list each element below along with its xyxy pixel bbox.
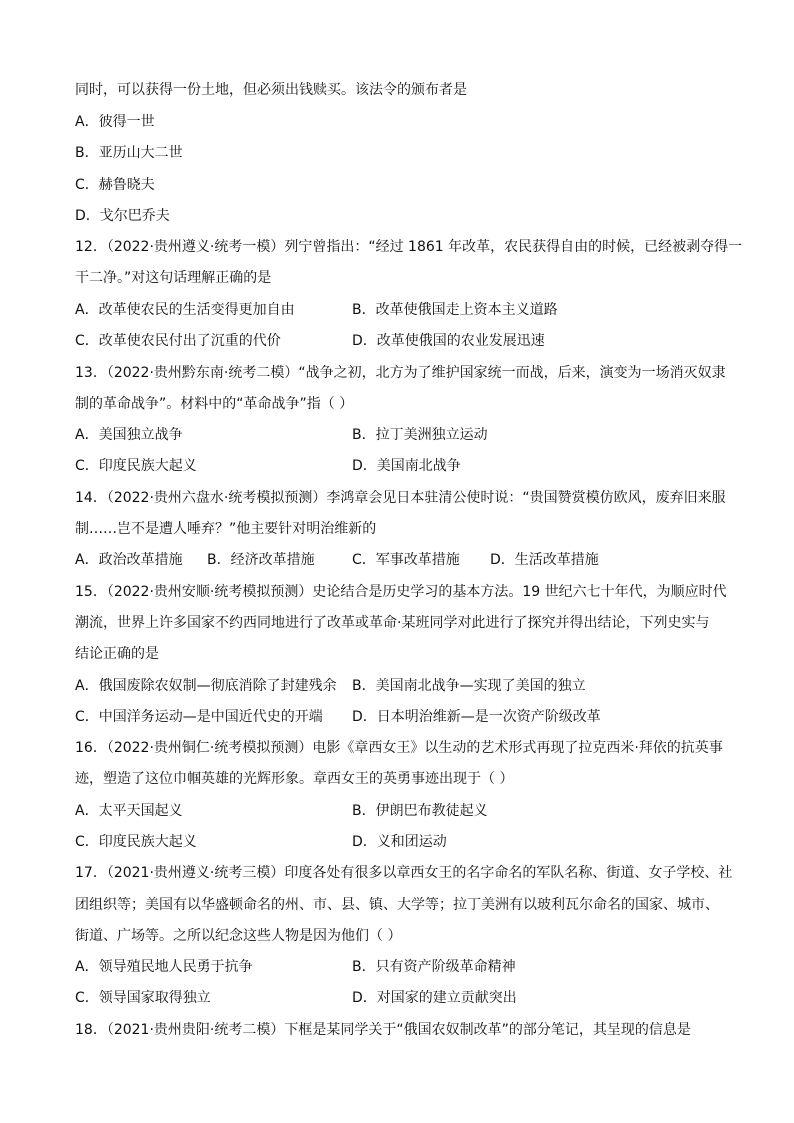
q17-stem-line3: 街道、广场等。之所以纪念这些人物是因为他们（ ）: [75, 928, 402, 944]
q14-option-c: C．军事改革措施: [352, 552, 460, 568]
q15-stem-line2: 潮流，世界上许多国家不约西同地进行了改革或革命·某班同学对此进行了探究并得出结论，下列史实与: [75, 615, 710, 631]
q17-option-c: C．领导国家取得独立: [75, 990, 211, 1006]
q12-option-b: B．改革使俄国走上资本主义道路: [352, 302, 558, 318]
q11-option-c: C．赫鲁晓夫: [75, 177, 155, 193]
q12-stem-line1: 12．（2022·贵州遵义·统考一模）列宁曾指出：“经过 1861 年改革，农民获得自由的时候，已经被剥夺得一: [75, 239, 743, 255]
q13-stem-line2: 制的革命战争”。材料中的“革命战争”指（ ）: [75, 396, 354, 412]
q14-option-a: A．政治改革措施: [75, 552, 183, 568]
q12-option-d: D．改革使俄国的农业发展迅速: [352, 333, 545, 349]
q11-option-b: B．亚历山大二世: [75, 145, 183, 161]
q16-stem-line1: 16．（2022·贵州铜仁·统考模拟预测）电影《章西女王》以生动的艺术形式再现了拉克西米·拜依的抗英事: [75, 740, 723, 756]
q16-option-c: C．印度民族大起义: [75, 834, 197, 850]
q16-option-a: A．太平天国起义: [75, 803, 183, 819]
q14-stem-line2: 制……岂不是遭人唾弃？”他主要针对明治维新的: [75, 521, 377, 537]
q13-option-c: C．印度民族大起义: [75, 458, 197, 474]
q14-option-d: D．生活改革措施: [490, 552, 599, 568]
q12-option-a: A．改革使农民的生活变得更加自由: [75, 302, 295, 318]
q11-stem-continuation: 同时，可以获得一份土地，但必须出钱赎买。该法令的颁布者是: [75, 82, 467, 98]
q17-stem-line2: 团组织等；美国有以华盛顿命名的州、市、县、镇、大学等；拉丁美洲有以玻利瓦尔命名的国家、城市、: [75, 897, 719, 913]
q11-option-d: D．戈尔巴乔夫: [75, 208, 170, 224]
q17-option-b: B．只有资产阶级革命精神: [352, 959, 516, 975]
q17-option-a: A．领导殖民地人民勇于抗争: [75, 959, 253, 975]
q17-stem-line1: 17．（2021·贵州遵义·统考三模）印度各处有很多以章西女王的名字命名的军队名称、街道、女子学校、社: [75, 865, 733, 881]
q17-option-d: D．对国家的建立贡献突出: [352, 990, 517, 1006]
q16-option-d: D．义和团运动: [352, 834, 447, 850]
q11-option-a: A．彼得一世: [75, 114, 155, 130]
q15-option-d: D．日本明治维新—是一次资产阶级改革: [352, 709, 601, 725]
q13-option-b: B．拉丁美洲独立运动: [352, 427, 488, 443]
q15-option-b: B．美国南北战争—实现了美国的独立: [352, 678, 586, 694]
q13-option-a: A．美国独立战争: [75, 427, 183, 443]
q12-stem-line2: 干二净。”对这句话理解正确的是: [75, 270, 272, 286]
q12-option-c: C．改革使农民付出了沉重的代价: [75, 333, 281, 349]
q15-option-c: C．中国洋务运动—是中国近代史的开端: [75, 709, 323, 725]
q14-option-b: B．经济改革措施: [207, 552, 315, 568]
q15-option-a: A．俄国废除农奴制—彻底消除了封建残余: [75, 678, 337, 694]
q18-stem-line1: 18．（2021·贵州贵阳·统考二模）下框是某同学关于“俄国农奴制改革”的部分笔记，其呈现的信息是: [75, 1022, 691, 1038]
q14-stem-line1: 14．（2022·贵州六盘水·统考模拟预测）李鸿章会见日本驻清公使时说：“贵国赞赏模仿欧风，废弃旧来服: [75, 490, 726, 506]
q15-stem-line1: 15．（2022·贵州安顺·统考模拟预测）史论结合是历史学习的基本方法。19 世纪六七十年代，为顺应时代: [75, 584, 727, 600]
q16-stem-line2: 迹，塑造了这位巾帼英雄的光辉形象。章西女王的英勇事迹出现于（ ）: [75, 771, 514, 787]
q13-stem-line1: 13．（2022·贵州黔东南·统考二模）“战争之初，北方为了维护国家统一而战，后来，演变为一场消灭奴隶: [75, 365, 726, 381]
q15-stem-line3: 结论正确的是: [75, 646, 159, 662]
q13-option-d: D．美国南北战争: [352, 458, 461, 474]
q16-option-b: B．伊朗巴布教徒起义: [352, 803, 488, 819]
